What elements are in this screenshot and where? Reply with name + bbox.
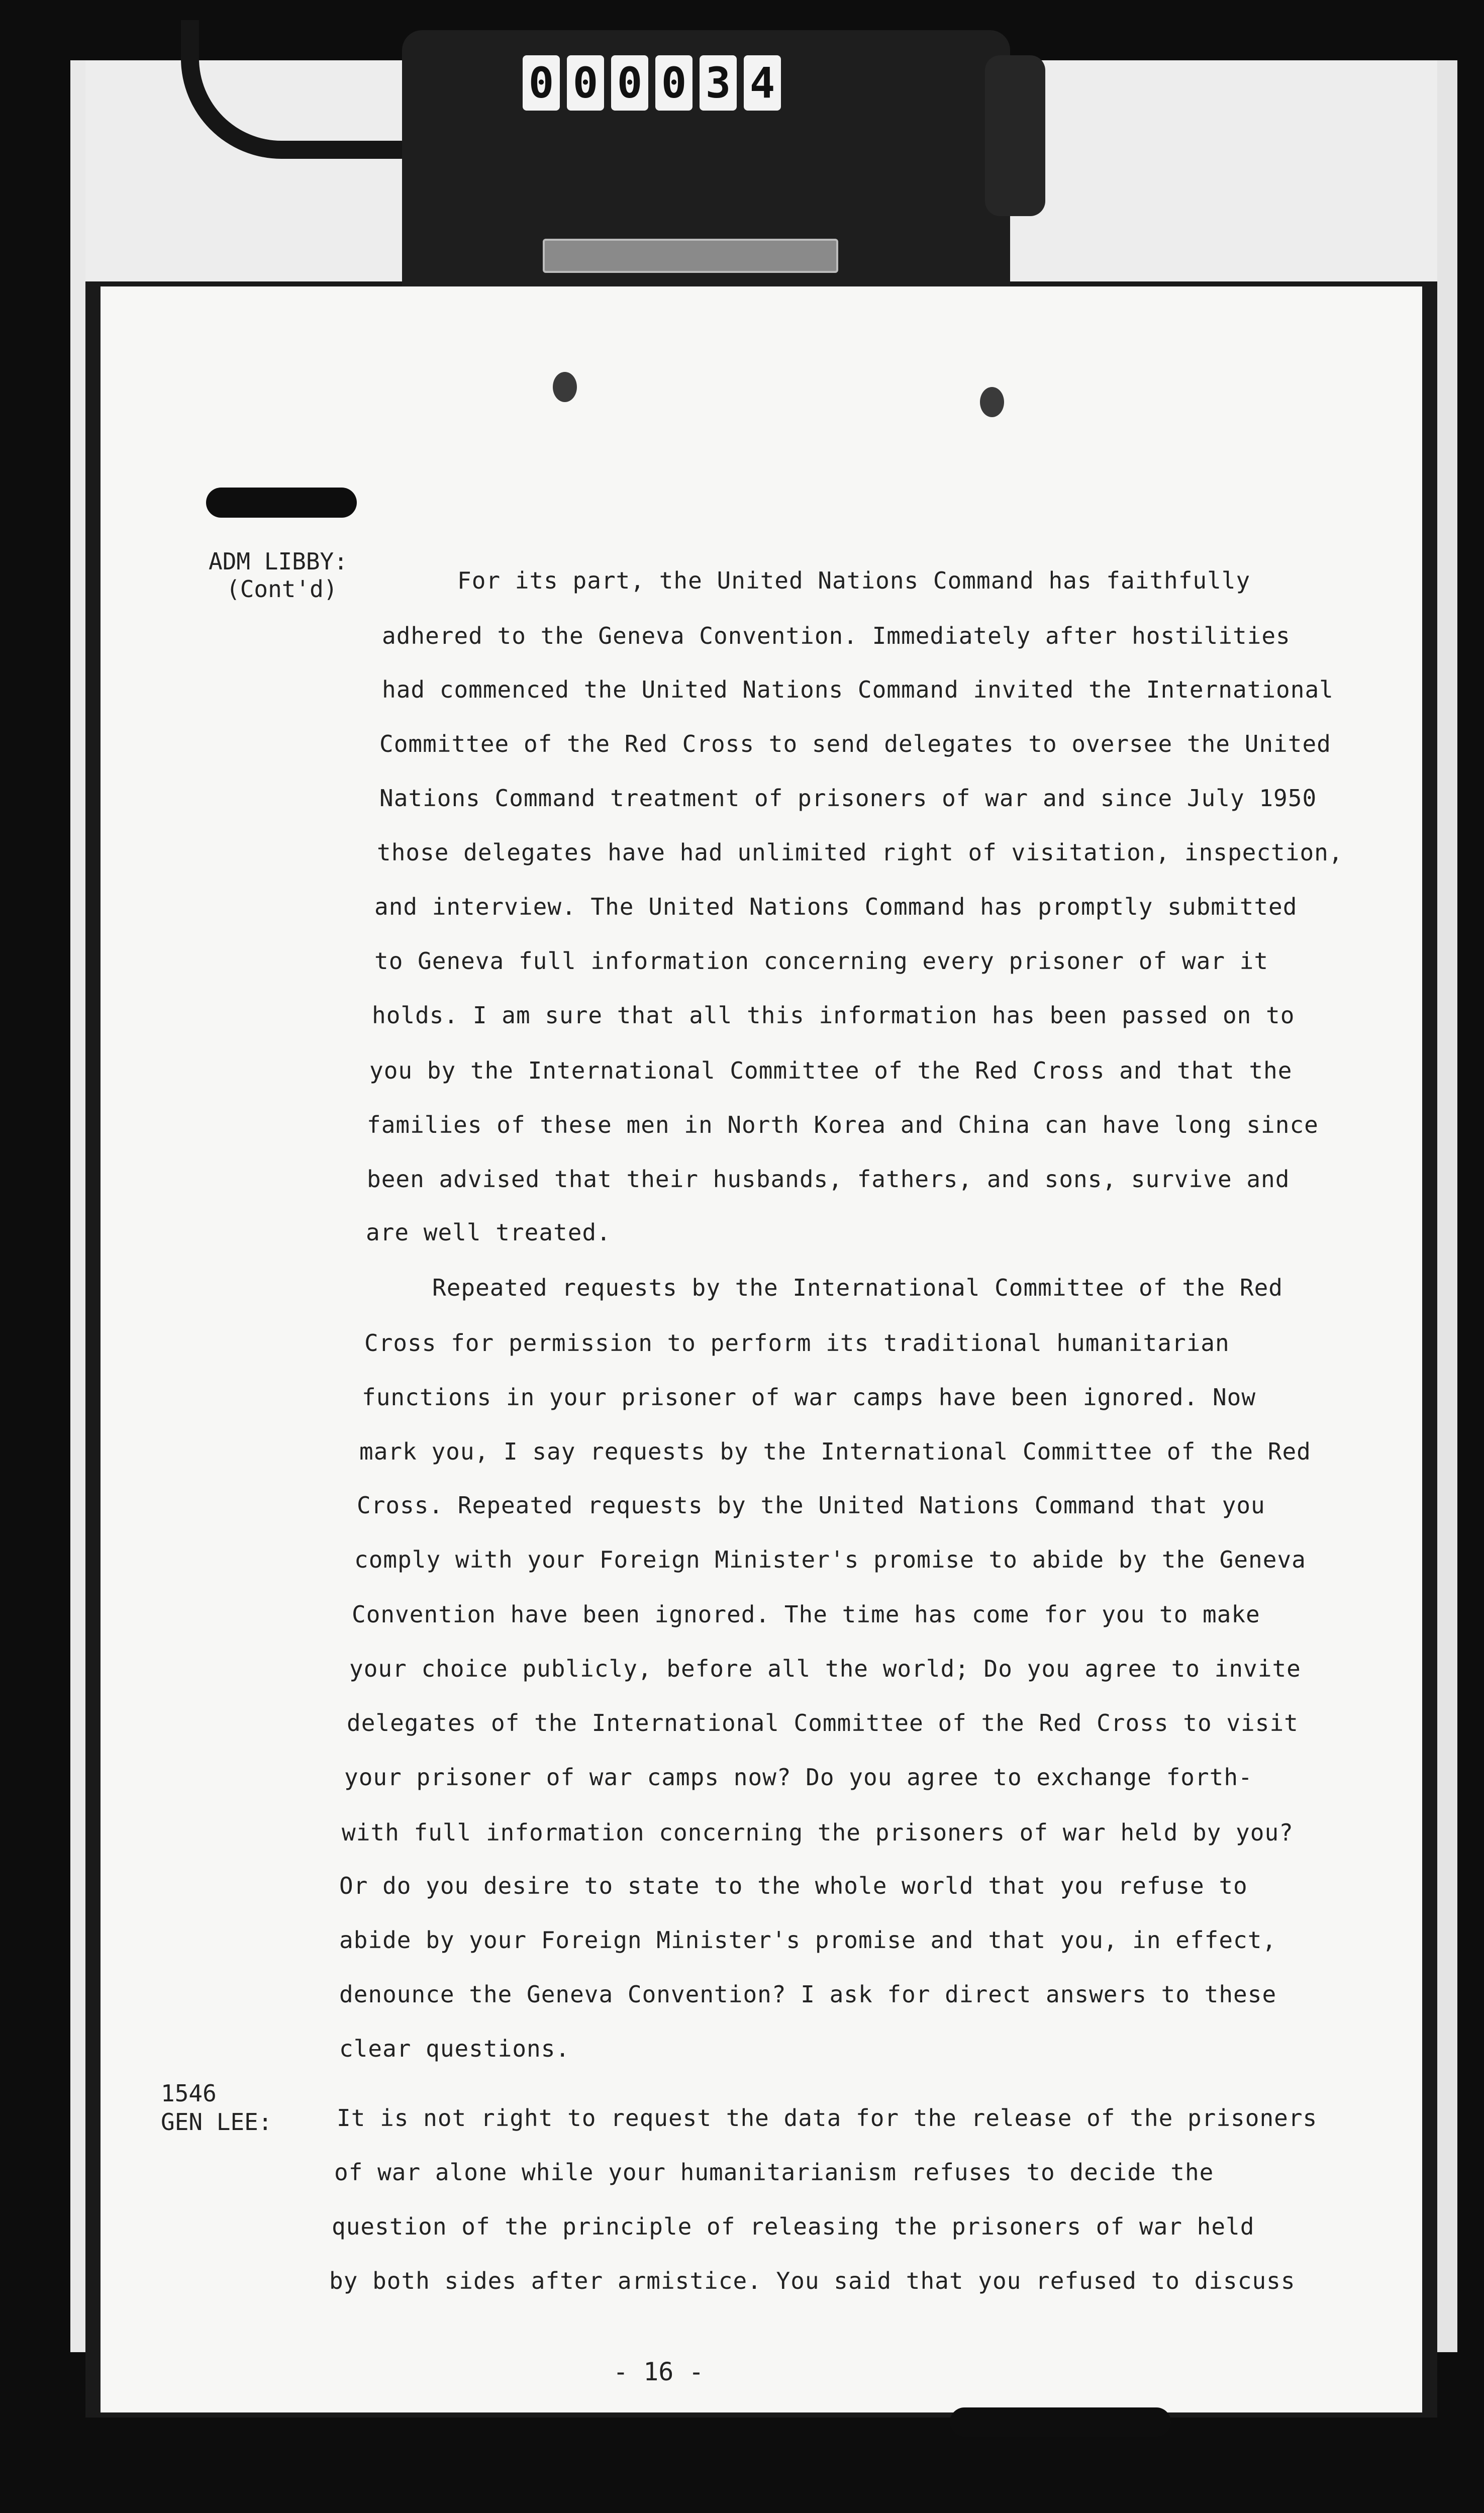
body-line: adhered to the Geneva Convention. Immediately after hostilities — [382, 622, 1291, 649]
body-line: of war alone while your humanitarianism refuses to decide the — [334, 2159, 1214, 2186]
body-line: For its part, the United Nations Command has faithfully — [457, 567, 1251, 594]
body-line: functions in your prisoner of war camps have been ignored. Now — [362, 1384, 1256, 1411]
film-border-right — [1437, 60, 1457, 2352]
body-line: your choice publicly, before all the world; Do you agree to invite — [349, 1655, 1301, 1682]
page-number: - 16 - — [613, 2357, 704, 2386]
document-text — [101, 286, 1422, 2412]
body-line: It is not right to request the data for the release of the prisoners — [337, 2104, 1318, 2132]
speaker-label: GEN LEE: — [161, 2108, 272, 2136]
body-line: your prisoner of war camps now? Do you agree to exchange forth- — [344, 1764, 1253, 1791]
body-line: you by the International Committee of the Red Cross and that the — [369, 1057, 1293, 1084]
counter-digit: 4 — [744, 55, 781, 111]
body-line: mark you, I say requests by the International Committee of the Red — [359, 1438, 1311, 1465]
body-line: by both sides after armistice. You said that you refused to discuss — [329, 2267, 1296, 2294]
body-line: families of these men in North Korea and China can have long since — [367, 1111, 1319, 1138]
body-line: and interview. The United Nations Command has promptly submitted — [374, 893, 1298, 920]
body-line: to Geneva full information concerning every prisoner of war it — [374, 947, 1269, 975]
body-line: delegates of the International Committee of the Red Cross to visit — [347, 1709, 1299, 1736]
body-line: Cross. Repeated requests by the United Nations Command that you — [357, 1492, 1265, 1519]
body-line: Repeated requests by the International Committee of the Red — [432, 1274, 1283, 1301]
document-page — [101, 286, 1422, 2412]
body-line: Cross for permission to perform its traditional humanitarian — [364, 1329, 1230, 1357]
body-line: Or do you desire to state to the whole world that you refuse to — [339, 1872, 1248, 1899]
body-line: Nations Command treatment of prisoners of war and since July 1950 — [379, 785, 1317, 812]
body-line: Convention have been ignored. The time has come for you to make — [352, 1601, 1260, 1628]
counter-label-plate — [543, 239, 838, 273]
counter-digit: 0 — [611, 55, 648, 111]
body-line: those delegates have had unlimited right of visitation, inspection, — [377, 839, 1343, 866]
body-line: denounce the Geneva Convention? I ask for direct answers to these — [339, 1981, 1277, 2008]
body-line: holds. I am sure that all this information has been passed on to — [372, 1002, 1295, 1029]
body-line: abide by your Foreign Minister's promise and that you, in effect, — [339, 1926, 1277, 1954]
body-line: with full information concerning the prisoners of war held by you? — [342, 1819, 1294, 1846]
body-line: are well treated. — [366, 1219, 611, 1246]
counter-knob — [985, 55, 1045, 216]
body-line: been advised that their husbands, fathers, and sons, survive and — [367, 1166, 1290, 1193]
body-line: clear questions. — [339, 2035, 570, 2062]
body-line: Committee of the Red Cross to send delegates to oversee the United — [379, 730, 1331, 757]
counter-digit: 3 — [700, 55, 737, 111]
body-line: comply with your Foreign Minister's promise to abide by the Geneva — [354, 1546, 1306, 1573]
body-line: question of the principle of releasing the prisoners of war held — [332, 2213, 1255, 2240]
body-line: had commenced the United Nations Command invited the International — [382, 676, 1334, 703]
counter-digit: 0 — [567, 55, 604, 111]
film-border-left — [70, 60, 85, 2352]
speaker-number: 1546 — [161, 2080, 217, 2107]
speaker-continued: (Cont'd) — [226, 575, 338, 603]
counter-digit: 0 — [655, 55, 692, 111]
counter-digit: 0 — [523, 55, 560, 111]
frame-counter — [523, 55, 781, 111]
speaker-label: ADM LIBBY: — [209, 548, 348, 575]
